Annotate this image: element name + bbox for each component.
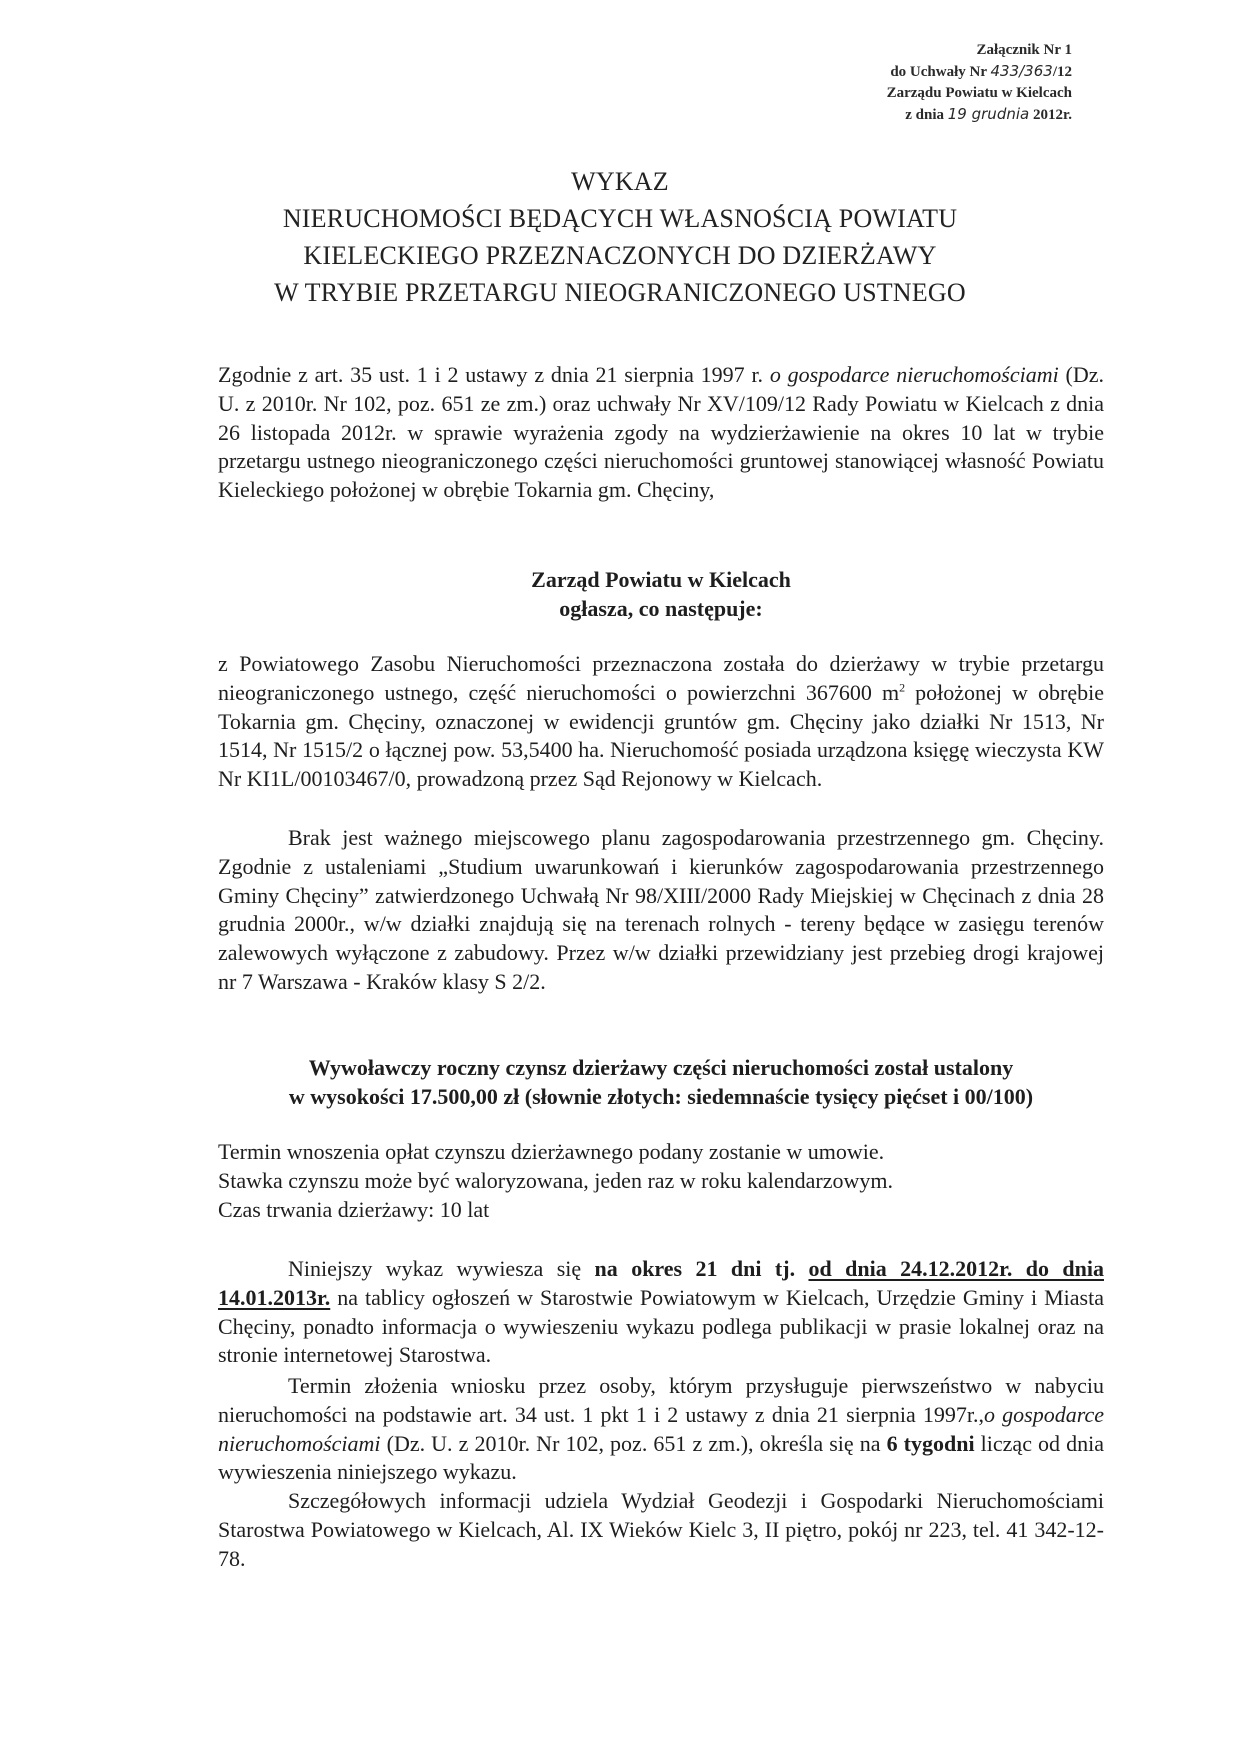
title-line-1: WYKAZ bbox=[571, 167, 669, 196]
posting-dates: od dnia 24.12.2012r. do dnia 14.01.2013r. bbox=[218, 1256, 1104, 1310]
property-description: z Powiatowego Zasobu Nieruchomości przeznaczona została do dzierżawy w trybie przetargu nieograniczonego ustnego, część nieruchomości o powierzchni 367600 $m^2$ położonej w obrębie Tokarnia gm. Chęciny, oznaczonej w ewidencji gruntów gm. Chęciny jako działki Nr 1513, Nr 1514, Nr 1515/2 o łącznej pow. 53,5400 ha. Nieruchomość posiada urządzona księgę wieczysta KW Nr KI1L/00103467/0, prowadzoną przez Sąd Rejonowy w Kielcach. bbox=[218, 651, 1104, 792]
lease-terms bbox=[218, 1138, 1104, 1224]
intro-paragraph: Zgodnie z art. 35 ust. 1 i 2 ustawy z dnia 21 sierpnia 1997 r. o gospodarce nieruchomościami (Dz. U. z 2010r. Nr 102, poz. 651 ze zm.) oraz uchwały Nr XV/109/12 Rady Powiatu w Kielcach z dnia 26 listopada 2012r. w sprawie wyrażenia zgody na wydzierżawienie na okres 10 lat w trybie przetargu ustnego nieograniczonego części nieruchomości gruntowej stanowiącej własność Powiatu Kieleckiego położonej w obrębie Tokarnia gm. Chęciny, bbox=[218, 362, 1104, 503]
contact-paragraph: Szczegółowych informacji udziela Wydział Geodezji i Gospodarki Nieruchomościami Starostwa Powiatowego w Kielcach, Al. IX Wieków Kielc 3, II piętro, pokój nr 223, tel. 41 342-12-78. bbox=[218, 1488, 1104, 1571]
rent-valorization: Stawka czynszu może być waloryzowana, jeden raz w roku kalendarzowym. bbox=[218, 1167, 894, 1193]
issuing-board: Zarządu Powiatu w Kielcach bbox=[886, 85, 1072, 101]
title-line-4: W TRYBIE PRZETARGU NIEOGRANICZONEGO USTNEGO bbox=[274, 278, 966, 307]
posting-period: na okres 21 dni tj. bbox=[594, 1256, 809, 1281]
area-superscript: 2 bbox=[899, 680, 906, 695]
attachment-header bbox=[887, 40, 1072, 126]
act-title: o gospodarce nieruchomościami bbox=[769, 362, 1059, 387]
attachment-number: Załącznik Nr 1 bbox=[976, 42, 1072, 58]
payment-term: Termin wnoszenia opłat czynszu dzierżawnego podany zostanie w umowie. bbox=[218, 1139, 885, 1164]
resolution-number: do Uchwały Nr 433/363/12 bbox=[890, 62, 1072, 80]
announcer-name: Zarząd Powiatu w Kielcach bbox=[531, 567, 791, 592]
title-line-2: NIERUCHOMOŚCI BĘDĄCYCH WŁASNOŚCIĄ POWIATU bbox=[282, 204, 958, 233]
act-title-2: o gospodarce nieruchomościami bbox=[218, 1401, 1105, 1456]
document-title bbox=[0, 163, 1240, 311]
deadline-weeks: 6 tygodni bbox=[886, 1430, 975, 1456]
rent-line-2: w wysokości 17.500,00 zł (słownie złotych: siedemnaście tysięcy pięćset i 00/100) bbox=[288, 1083, 1034, 1109]
handwritten-resolution-number: 433/363 bbox=[990, 62, 1053, 80]
deadline-paragraph: Termin złożenia wniosku przez osoby, którym przysługuje pierwszeństwo w nabyciu nieruchomości na podstawie art. 34 ust. 1 pkt 1 i 2 ustawy z dnia 21 sierpnia 1997r.,o gospodarce nieruchomościami (Dz. U. z 2010r. Nr 102, poz. 651 z zm.), określa się na 6 tygodni licząc od dnia wywieszenia niniejszego wykazu. bbox=[218, 1373, 1105, 1485]
posting-paragraph: Niniejszy wykaz wywiesza się na okres 21 dni tj. od dnia 24.12.2012r. do dnia 14.01.2013r. na tablicy ogłoszeń w Starostwie Powiatowym w Kielcach, Urzędzie Gminy i Miasta Chęciny, ponadto informacja o wywieszeniu wykazu podlega publikacji w prasie lokalnej oraz na stronie internetowej Starostwa. bbox=[218, 1256, 1104, 1368]
title-line-3: KIELECKIEGO PRZEZNACZONYCH DO DZIERŻAWY bbox=[303, 241, 937, 270]
announcer-block bbox=[218, 566, 1104, 624]
planning-paragraph: Brak jest ważnego miejscowego planu zagospodarowania przestrzennego gm. Chęciny. Zgodnie z ustaleniami „Studium uwarunkowań i kierunków zagospodarowania przestrzennego Gminy Chęciny” zatwierdzonego Uchwałą Nr 98/XIII/2000 Rady Miejskiej w Chęcinach z dnia 28 grudnia 2000r., w/w działki znajdują się na terenach rolnych - tereny będące w zasięgu terenów zalewowych wyłączone z zabudowy. Przez w/w działki przewidziany jest przebieg drogi krajowej nr 7 Warszawa - Kraków klasy S 2/2. bbox=[218, 825, 1104, 994]
rent-announcement bbox=[218, 1054, 1104, 1112]
lease-duration: Czas trwania dzierżawy: 10 lat bbox=[218, 1196, 490, 1222]
rent-line-1: Wywoławczy roczny czynsz dzierżawy części nieruchomości został ustalony bbox=[308, 1055, 1014, 1080]
handwritten-date: 19 grudnia bbox=[947, 105, 1030, 123]
resolution-date: z dnia 19 grudnia 2012r. bbox=[905, 105, 1072, 123]
announcer-statement: ogłasza, co następuje: bbox=[559, 595, 763, 621]
